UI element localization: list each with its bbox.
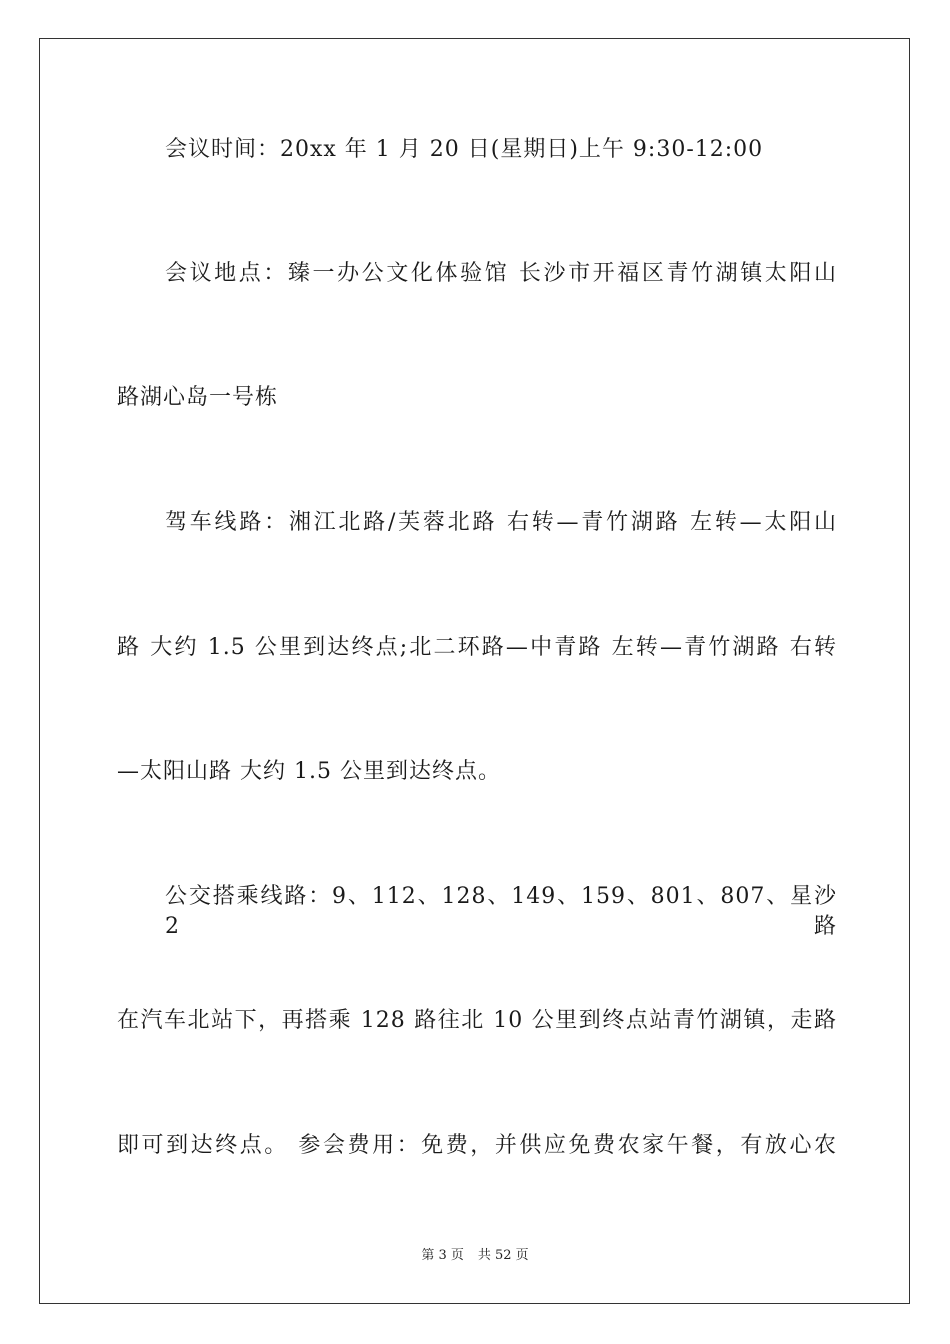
bus-route-line-cont: 在汽车北站下，再搭乘 128 路往北 10 公里到终点站青竹湖镇，走路 (117, 1008, 837, 1033)
meeting-time-line: 会议时间：20xx 年 1 月 20 日(星期日)上午 9:30-12:00 (165, 137, 764, 162)
meeting-location-line-cont: 路湖心岛一号栋 (117, 385, 279, 410)
driving-route-line-cont-2: —太阳山路 大约 1.5 公里到达终点。 (117, 759, 501, 784)
fee-line: 即可到达终点。 参会费用：免费，并供应免费农家午餐，有放心农 (117, 1133, 837, 1158)
page-footer (0, 1247, 950, 1265)
page-total: 共 52 页 (477, 1248, 529, 1263)
driving-route-line-cont-1: 路 大约 1.5 公里到达终点;北二环路—中青路 左转—青竹湖路 右转 (117, 635, 837, 660)
page-border (39, 38, 910, 1304)
bus-route-line: 公交搭乘线路：9、112、128、149、159、801、807、星沙 2 路 (165, 884, 837, 939)
driving-route-line: 驾车线路：湘江北路/芙蓉北路 右转—青竹湖路 左转—太阳山 (165, 510, 837, 535)
meeting-location-line: 会议地点：臻一办公文化体验馆 长沙市开福区青竹湖镇太阳山 (165, 261, 837, 286)
page-number: 第 3 页 (421, 1248, 464, 1263)
